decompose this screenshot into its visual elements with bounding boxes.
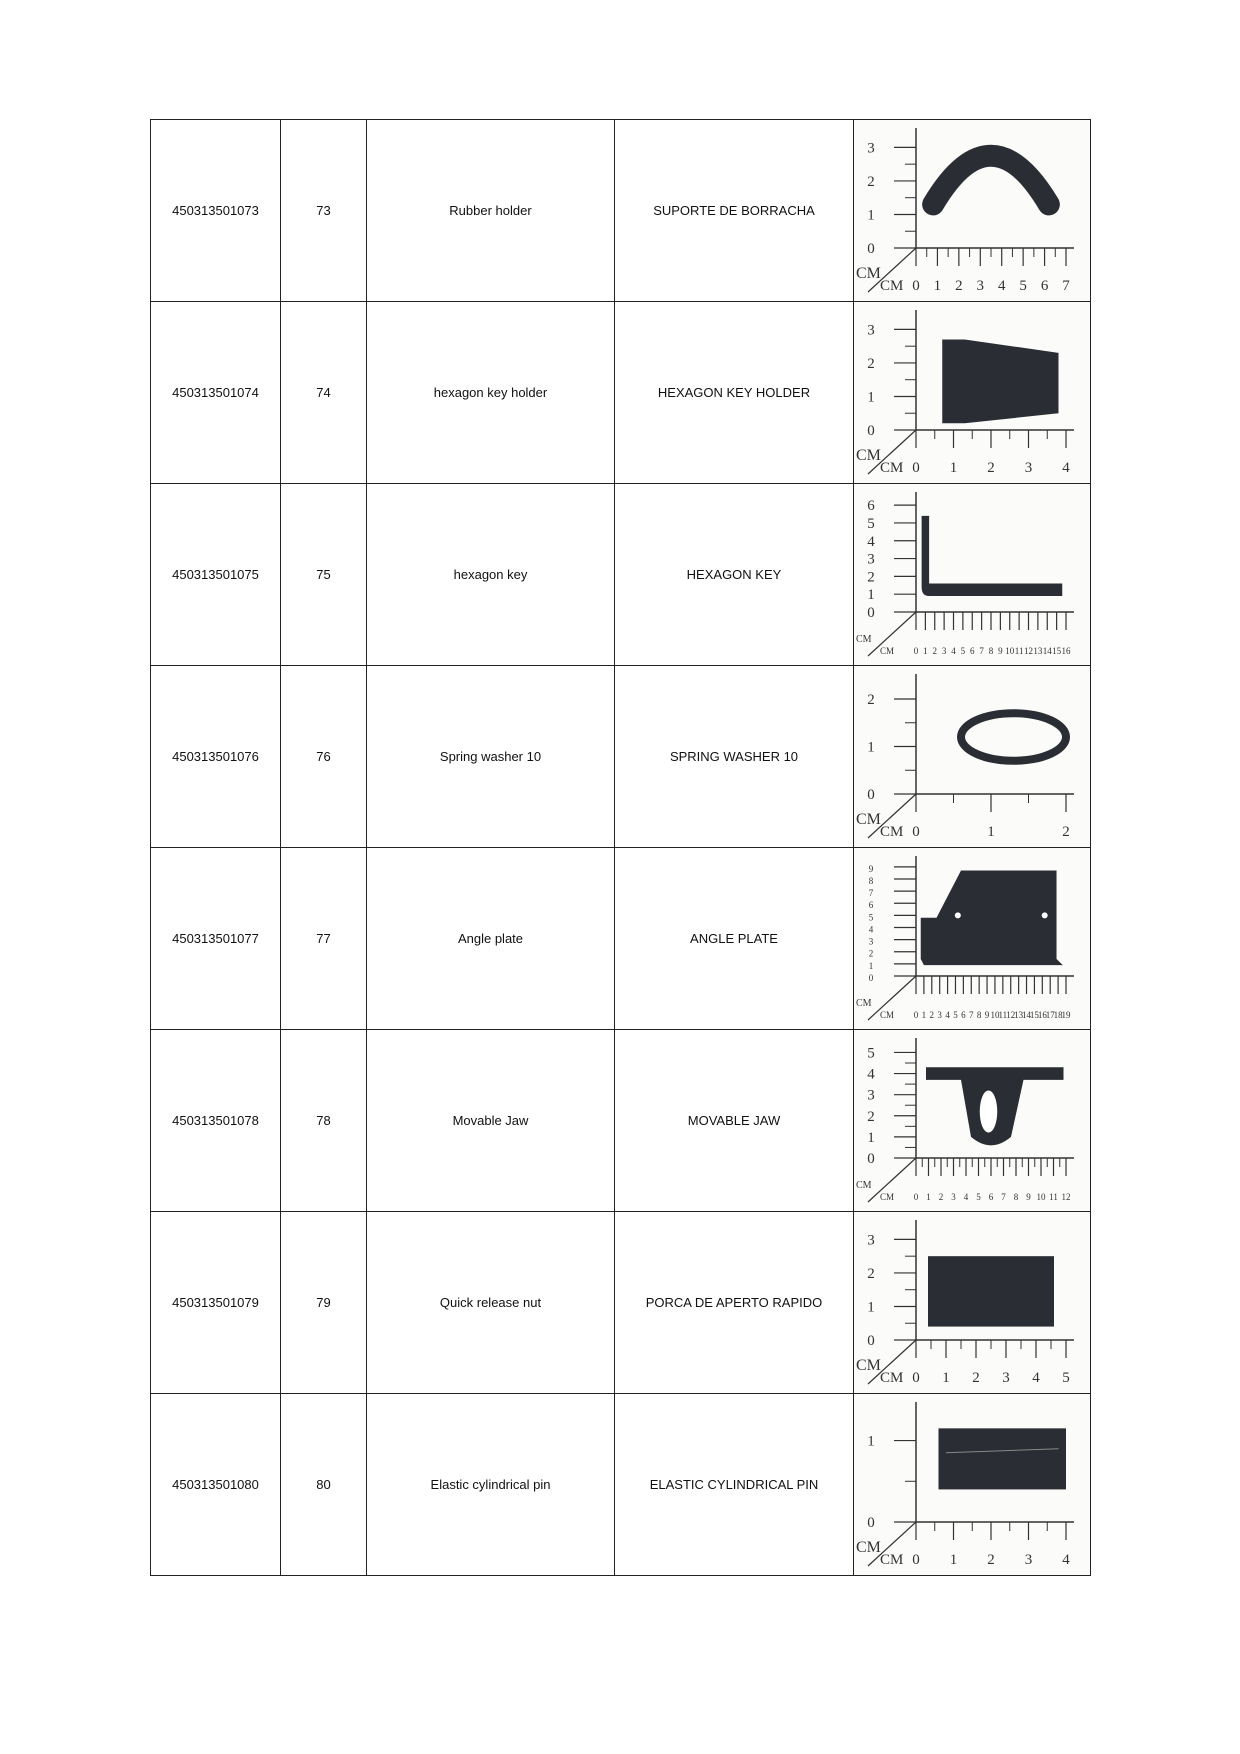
spring-washer-photo	[854, 666, 1091, 848]
svg-text:6: 6	[867, 498, 875, 515]
svg-text:9: 9	[984, 1010, 990, 1020]
svg-text:4: 4	[945, 1010, 950, 1020]
part-number-cell: 450313501078	[151, 1030, 281, 1212]
table-row	[151, 484, 1091, 666]
svg-text:7: 7	[969, 1010, 974, 1020]
product-photo-with-cm-ruler	[854, 1030, 1090, 1211]
table-row	[151, 1212, 1091, 1394]
svg-text:2: 2	[867, 1108, 875, 1125]
svg-text:4: 4	[1032, 1370, 1040, 1386]
name-portuguese-cell: PORCA DE APERTO RAPIDO	[615, 1212, 854, 1394]
svg-text:11: 11	[1049, 1192, 1058, 1202]
svg-text:3: 3	[937, 1010, 942, 1020]
svg-text:0: 0	[912, 824, 920, 840]
part-number-cell: 450313501076	[151, 666, 281, 848]
svg-text:13: 13	[1033, 646, 1043, 656]
name-english-cell: hexagon key holder	[367, 302, 615, 484]
item-number-cell: 79	[281, 1212, 367, 1394]
name-english-cell: Quick release nut	[367, 1212, 615, 1394]
svg-text:16: 16	[1061, 646, 1071, 656]
part-number-cell: 450313501080	[151, 1394, 281, 1576]
svg-text:0: 0	[868, 973, 874, 983]
svg-text:2: 2	[987, 1552, 995, 1568]
svg-text:3: 3	[868, 936, 874, 947]
rubber-holder-photo	[854, 120, 1091, 302]
name-portuguese-cell: ELASTIC CYLINDRICAL PIN	[615, 1394, 854, 1576]
item-number-cell: 77	[281, 848, 367, 1030]
svg-text:3: 3	[941, 646, 947, 656]
product-photo-with-cm-ruler	[854, 1212, 1090, 1393]
svg-text:2: 2	[987, 460, 995, 476]
product-photo-with-cm-ruler	[854, 484, 1090, 665]
svg-text:CM: CM	[880, 824, 904, 840]
svg-text:CM: CM	[880, 1552, 904, 1568]
svg-text:1: 1	[867, 1433, 875, 1450]
svg-text:2: 2	[867, 569, 875, 586]
svg-text:CM: CM	[856, 634, 872, 645]
svg-text:19: 19	[1061, 1010, 1071, 1020]
table-row	[151, 302, 1091, 484]
svg-text:1: 1	[868, 960, 874, 971]
part-number-cell: 450313501075	[151, 484, 281, 666]
svg-text:3: 3	[1002, 1370, 1010, 1386]
svg-text:17: 17	[1045, 1010, 1055, 1020]
item-number-cell: 76	[281, 666, 367, 848]
svg-text:5: 5	[1019, 278, 1027, 294]
svg-text:1: 1	[949, 1552, 958, 1568]
name-portuguese-cell: HEXAGON KEY	[615, 484, 854, 666]
name-english-cell: Spring washer 10	[367, 666, 615, 848]
table-row	[151, 666, 1091, 848]
name-english-cell: Rubber holder	[367, 120, 615, 302]
name-portuguese-cell: SPRING WASHER 10	[615, 666, 854, 848]
svg-text:CM: CM	[856, 811, 881, 828]
svg-text:14: 14	[1022, 1010, 1032, 1020]
name-english-cell: Elastic cylindrical pin	[367, 1394, 615, 1576]
svg-text:2: 2	[867, 1265, 875, 1282]
hexagon-key-holder-photo	[854, 302, 1091, 484]
svg-text:2: 2	[1062, 824, 1070, 840]
parts-table	[150, 119, 1091, 1576]
hexagon-key-photo	[854, 484, 1091, 666]
svg-text:8: 8	[1013, 1192, 1019, 1202]
table-row	[151, 1030, 1091, 1212]
svg-text:1: 1	[867, 207, 875, 224]
svg-text:0: 0	[867, 1515, 875, 1531]
svg-text:2: 2	[938, 1192, 944, 1202]
part-number-cell: 450313501079	[151, 1212, 281, 1394]
product-photo-with-cm-ruler	[854, 120, 1090, 301]
svg-text:13: 13	[1014, 1010, 1024, 1020]
name-english-cell: hexagon key	[367, 484, 615, 666]
svg-text:0: 0	[867, 423, 875, 439]
svg-text:CM: CM	[856, 1180, 872, 1191]
svg-text:6: 6	[970, 646, 975, 656]
svg-text:2: 2	[932, 646, 937, 656]
svg-text:16: 16	[1037, 1010, 1047, 1020]
svg-text:6: 6	[868, 900, 874, 911]
svg-text:0: 0	[912, 278, 920, 294]
svg-text:15: 15	[1052, 646, 1062, 656]
svg-text:4: 4	[997, 278, 1006, 294]
product-photo-with-cm-ruler	[854, 666, 1090, 847]
quick-release-nut-photo	[854, 1212, 1091, 1394]
svg-text:1: 1	[923, 646, 928, 656]
svg-text:CM: CM	[880, 1010, 895, 1020]
svg-text:12: 12	[1024, 646, 1033, 656]
svg-text:3: 3	[951, 1192, 956, 1202]
part-number-cell: 450313501077	[151, 848, 281, 1030]
svg-text:2: 2	[929, 1010, 935, 1020]
svg-text:10: 10	[1005, 646, 1015, 656]
svg-text:0: 0	[867, 605, 875, 621]
name-portuguese-cell: MOVABLE JAW	[615, 1030, 854, 1212]
svg-text:0: 0	[913, 646, 919, 656]
svg-text:1: 1	[867, 389, 875, 406]
svg-text:3: 3	[1024, 460, 1033, 476]
svg-text:3: 3	[867, 1087, 875, 1104]
svg-text:4: 4	[1062, 460, 1070, 476]
svg-text:3: 3	[976, 278, 985, 294]
parts-table-body	[151, 120, 1091, 1576]
svg-text:6: 6	[1040, 278, 1049, 294]
table-row	[151, 848, 1091, 1030]
svg-text:CM: CM	[880, 460, 904, 476]
svg-text:2: 2	[972, 1370, 980, 1386]
svg-text:0: 0	[912, 1552, 920, 1568]
svg-text:CM: CM	[856, 447, 881, 464]
svg-text:5: 5	[976, 1192, 981, 1202]
item-number-cell: 80	[281, 1394, 367, 1576]
svg-text:1: 1	[933, 278, 942, 294]
item-number-cell: 75	[281, 484, 367, 666]
svg-text:3: 3	[867, 322, 875, 339]
svg-text:4: 4	[867, 1066, 875, 1083]
svg-text:0: 0	[867, 787, 875, 803]
svg-text:10: 10	[1036, 1192, 1046, 1202]
svg-text:CM: CM	[856, 265, 881, 282]
svg-text:8: 8	[988, 646, 994, 656]
name-portuguese-cell: SUPORTE DE BORRACHA	[615, 120, 854, 302]
name-english-cell: Movable Jaw	[367, 1030, 615, 1212]
svg-text:1: 1	[921, 1010, 927, 1020]
svg-text:CM: CM	[880, 1192, 895, 1202]
angle-plate-photo	[854, 848, 1091, 1030]
svg-text:5: 5	[867, 1045, 875, 1062]
svg-text:4: 4	[867, 533, 875, 550]
svg-text:3: 3	[1024, 1552, 1033, 1568]
svg-text:1: 1	[867, 1129, 875, 1146]
svg-text:15: 15	[1029, 1010, 1039, 1020]
svg-text:1: 1	[987, 824, 995, 840]
svg-text:12: 12	[1061, 1192, 1071, 1202]
svg-text:8: 8	[868, 875, 874, 886]
svg-text:5: 5	[1062, 1370, 1070, 1386]
movable-jaw-photo	[854, 1030, 1091, 1212]
part-number-cell: 450313501073	[151, 120, 281, 302]
svg-text:2: 2	[868, 948, 874, 959]
svg-text:12: 12	[1006, 1010, 1016, 1020]
svg-text:9: 9	[998, 646, 1003, 656]
svg-text:7: 7	[1062, 278, 1070, 294]
svg-text:0: 0	[912, 460, 920, 476]
svg-text:0: 0	[867, 1333, 875, 1349]
svg-text:2: 2	[867, 355, 875, 372]
svg-text:3: 3	[867, 551, 875, 568]
table-row	[151, 120, 1091, 302]
svg-text:1: 1	[867, 1299, 875, 1316]
svg-text:18: 18	[1053, 1010, 1063, 1020]
name-english-cell: Angle plate	[367, 848, 615, 1030]
svg-text:2: 2	[867, 692, 875, 708]
svg-text:7: 7	[1001, 1192, 1006, 1202]
svg-text:6: 6	[961, 1010, 966, 1020]
svg-text:5: 5	[868, 912, 874, 923]
svg-text:0: 0	[912, 1370, 920, 1386]
item-number-cell: 78	[281, 1030, 367, 1212]
table-row	[151, 1394, 1091, 1576]
svg-text:CM: CM	[880, 646, 895, 656]
svg-text:1: 1	[867, 587, 875, 604]
svg-text:CM: CM	[880, 1370, 904, 1386]
svg-text:CM: CM	[856, 998, 872, 1009]
svg-text:0: 0	[913, 1010, 919, 1020]
svg-text:0: 0	[913, 1192, 919, 1202]
svg-text:5: 5	[960, 646, 966, 656]
svg-text:4: 4	[951, 646, 956, 656]
product-photo-with-cm-ruler	[854, 1394, 1090, 1575]
item-number-cell: 74	[281, 302, 367, 484]
svg-text:14: 14	[1042, 646, 1052, 656]
product-photo-with-cm-ruler	[854, 848, 1090, 1029]
svg-text:2: 2	[955, 278, 963, 294]
svg-text:11: 11	[1014, 646, 1024, 656]
product-photo-with-cm-ruler	[854, 302, 1090, 483]
svg-text:CM: CM	[880, 278, 904, 294]
svg-text:0: 0	[867, 1151, 875, 1167]
svg-text:1: 1	[942, 1370, 950, 1386]
svg-text:2: 2	[867, 173, 875, 190]
name-portuguese-cell: ANGLE PLATE	[615, 848, 854, 1030]
svg-text:7: 7	[868, 888, 874, 899]
svg-text:1: 1	[867, 739, 875, 756]
svg-text:5: 5	[867, 515, 875, 532]
svg-text:5: 5	[953, 1010, 958, 1020]
svg-text:4: 4	[1062, 1552, 1070, 1568]
svg-text:4: 4	[963, 1192, 969, 1202]
svg-text:0: 0	[867, 241, 875, 257]
svg-text:9: 9	[868, 863, 874, 874]
svg-text:3: 3	[867, 140, 875, 157]
svg-text:11: 11	[998, 1010, 1008, 1020]
svg-text:1: 1	[926, 1192, 931, 1202]
svg-text:6: 6	[988, 1192, 994, 1202]
svg-text:3: 3	[867, 1232, 875, 1249]
part-number-cell: 450313501074	[151, 302, 281, 484]
name-portuguese-cell: HEXAGON KEY HOLDER	[615, 302, 854, 484]
svg-text:10: 10	[990, 1010, 1000, 1020]
svg-text:CM: CM	[856, 1357, 881, 1374]
svg-text:9: 9	[1026, 1192, 1031, 1202]
item-number-cell: 73	[281, 120, 367, 302]
svg-text:8: 8	[976, 1010, 982, 1020]
svg-text:7: 7	[979, 646, 984, 656]
svg-text:CM: CM	[856, 1539, 881, 1556]
svg-text:1: 1	[949, 460, 958, 476]
svg-text:4: 4	[868, 924, 874, 935]
elastic-pin-photo	[854, 1394, 1091, 1576]
